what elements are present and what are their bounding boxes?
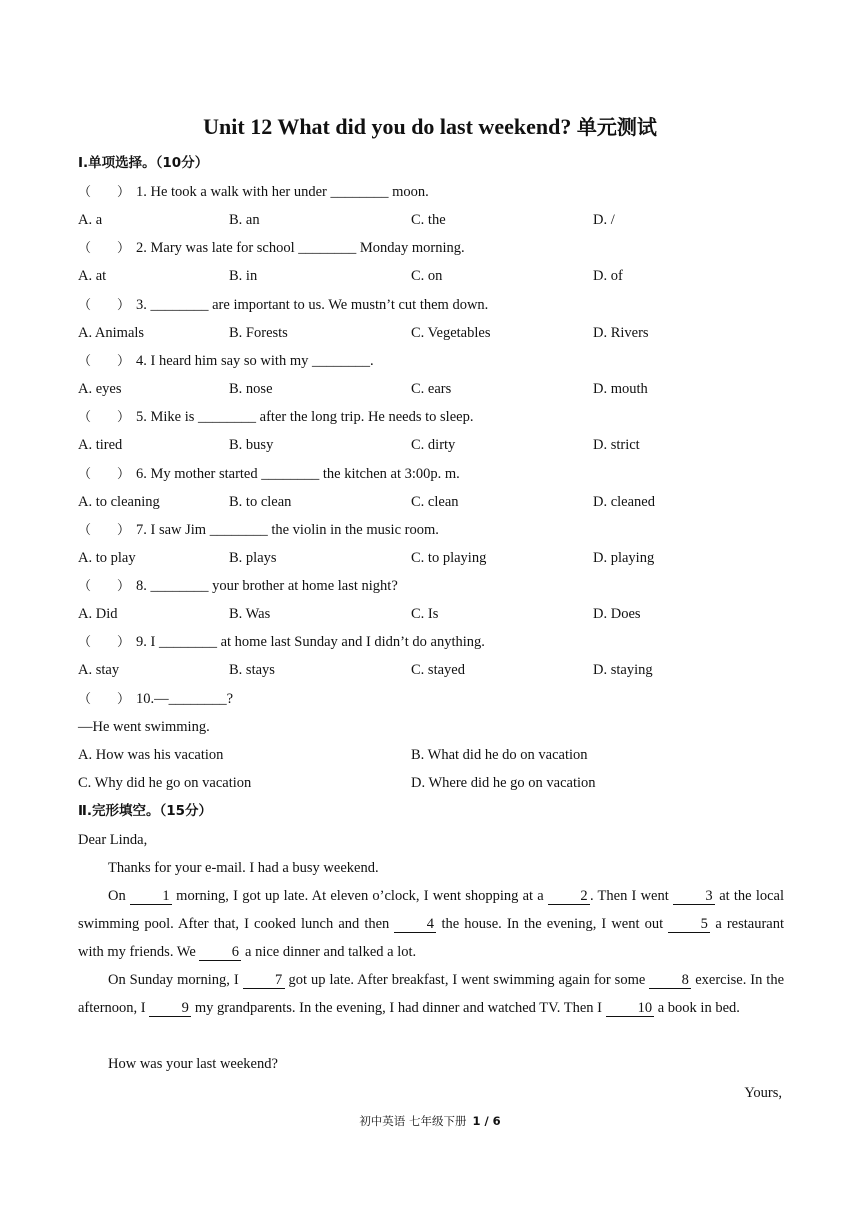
option-b: B. busy bbox=[229, 437, 274, 454]
option-d: D. Does bbox=[593, 606, 641, 623]
cloze-blank-6: 6 bbox=[199, 944, 241, 961]
option-a: A. stay bbox=[78, 662, 120, 679]
cloze-blank-7: 7 bbox=[243, 972, 285, 989]
section-2-heading: Ⅱ.完形填空。（15分） bbox=[78, 803, 213, 819]
title-english: Unit 12 What did you do last weekend? bbox=[203, 114, 572, 139]
title-chinese: 单元测试 bbox=[576, 115, 657, 139]
question-10-option-c: C. Why did he go on vacation bbox=[78, 775, 252, 791]
letter-greeting: Dear Linda, bbox=[78, 832, 148, 848]
answer-bracket: （ ） bbox=[78, 635, 131, 651]
cloze-blank-2: 2 bbox=[548, 888, 590, 905]
question-text: 8. ________ your brother at home last night? bbox=[136, 578, 398, 595]
cloze-blank-5: 5 bbox=[668, 916, 710, 933]
option-c: C. on bbox=[411, 268, 443, 285]
question-text: 2. Mary was late for school ________ Monday morning. bbox=[136, 240, 465, 257]
cloze-blank-4: 4 bbox=[394, 916, 436, 933]
option-c: C. Vegetables bbox=[411, 324, 491, 341]
letter-paragraph-3: On Sunday morning, I 7 got up late. After breakfast, I went swimming again for some 8 exercise. In the afternoon, I 9 my grandparents. In the evening, I had dinner and watched TV. Then I 10 a book in bed. bbox=[78, 972, 784, 1016]
option-d: D. Rivers bbox=[593, 324, 649, 341]
letter-paragraph-4: How was your last weekend? bbox=[108, 1056, 278, 1072]
question-text: 6. My mother started ________ the kitchen at 3:00p. m. bbox=[136, 465, 460, 482]
option-b: B. Was bbox=[229, 606, 271, 623]
page-footer bbox=[0, 1112, 860, 1130]
question-10-stem: （ ） 10.—________? bbox=[78, 691, 234, 707]
option-b: B. nose bbox=[229, 380, 273, 397]
option-d: D. of bbox=[593, 268, 623, 285]
option-d: D. strict bbox=[593, 437, 640, 454]
section-1-heading: I.单项选择。（10分） bbox=[78, 155, 209, 171]
question-stem bbox=[78, 520, 439, 541]
question-text: 4. I heard him say so with my ________. bbox=[136, 352, 374, 369]
cloze-blank-10: 10 bbox=[606, 1000, 655, 1017]
option-b: B. an bbox=[229, 212, 260, 228]
option-c: C. dirty bbox=[411, 437, 456, 454]
letter-paragraph-1: Thanks for your e-mail. I had a busy weekend. bbox=[108, 860, 379, 876]
answer-bracket: （ ） bbox=[78, 185, 131, 200]
option-b: B. plays bbox=[229, 549, 277, 566]
option-a: A. a bbox=[78, 212, 103, 228]
option-a: A. to play bbox=[78, 549, 136, 566]
letter-closing: Yours, bbox=[744, 1085, 782, 1101]
footer-text: 初中英语 七年级下册 bbox=[359, 1114, 467, 1128]
option-a: A. tired bbox=[78, 437, 123, 454]
option-c: C. Is bbox=[411, 606, 439, 623]
question-stem bbox=[78, 407, 473, 428]
option-b: B. Forests bbox=[229, 324, 288, 341]
question-stem bbox=[78, 632, 485, 653]
option-c: C. stayed bbox=[411, 662, 465, 679]
option-c: C. the bbox=[411, 212, 446, 228]
cloze-blank-9: 9 bbox=[149, 1000, 191, 1017]
option-b: B. in bbox=[229, 268, 258, 285]
question-stem bbox=[78, 351, 374, 372]
question-10-option-d: D. Where did he go on vacation bbox=[411, 775, 596, 791]
question-stem bbox=[78, 576, 398, 597]
answer-bracket: （ ） bbox=[78, 579, 131, 595]
question-stem bbox=[78, 295, 488, 316]
question-stem bbox=[78, 182, 429, 203]
cloze-blank-1: 1 bbox=[130, 888, 172, 905]
question-text: 1. He took a walk with her under ________ moon. bbox=[136, 184, 429, 200]
question-stem bbox=[78, 238, 465, 259]
page-title bbox=[0, 112, 860, 142]
option-d: D. staying bbox=[593, 662, 653, 679]
option-d: D. playing bbox=[593, 549, 655, 566]
option-b: B. to clean bbox=[229, 493, 292, 510]
question-10-option-a: A. How was his vacation bbox=[78, 747, 224, 763]
cloze-blank-8: 8 bbox=[649, 972, 691, 989]
question-text: 9. I ________ at home last Sunday and I didn’t do anything. bbox=[136, 634, 485, 651]
option-c: C. to playing bbox=[411, 549, 487, 566]
answer-bracket: （ ） bbox=[78, 410, 131, 426]
answer-bracket: （ ） bbox=[78, 297, 131, 313]
answer-bracket: （ ） bbox=[78, 241, 131, 257]
question-text: 5. Mike is ________ after the long trip. He needs to sleep. bbox=[136, 409, 474, 426]
page-number: 1 / 6 bbox=[472, 1114, 501, 1128]
option-a: A. to cleaning bbox=[78, 493, 160, 510]
option-d: D. cleaned bbox=[593, 493, 655, 510]
question-stem bbox=[78, 464, 460, 485]
option-a: A. Did bbox=[78, 606, 118, 623]
option-a: A. at bbox=[78, 268, 107, 285]
option-a: A. eyes bbox=[78, 380, 122, 397]
option-d: D. / bbox=[593, 212, 615, 228]
option-a: A. Animals bbox=[78, 324, 145, 341]
answer-bracket: （ ） bbox=[78, 522, 131, 538]
question-text: 3. ________ are important to us. We mustn’t cut them down. bbox=[136, 296, 489, 313]
option-c: C. clean bbox=[411, 493, 459, 510]
option-d: D. mouth bbox=[593, 380, 648, 397]
cloze-blank-3: 3 bbox=[673, 888, 715, 905]
answer-bracket: （ ） bbox=[78, 353, 131, 369]
option-b: B. stays bbox=[229, 662, 275, 679]
question-text: 7. I saw Jim ________ the violin in the music room. bbox=[136, 521, 439, 538]
question-10-answer: —He went swimming. bbox=[78, 719, 210, 735]
letter-paragraph-2: On 1 morning, I got up late. At eleven o’clock, I went shopping at a 2 . Then I went 3 at the local swimming pool. After that, I cooked lunch and then 4 the house. In the evening, I went out 5 a restaurant with my friends. We 6 a nice dinner and talked a lot. bbox=[78, 888, 785, 960]
question-10-option-b: B. What did he do on vacation bbox=[411, 747, 588, 763]
option-c: C. ears bbox=[411, 380, 452, 397]
answer-bracket: （ ） bbox=[78, 466, 131, 482]
